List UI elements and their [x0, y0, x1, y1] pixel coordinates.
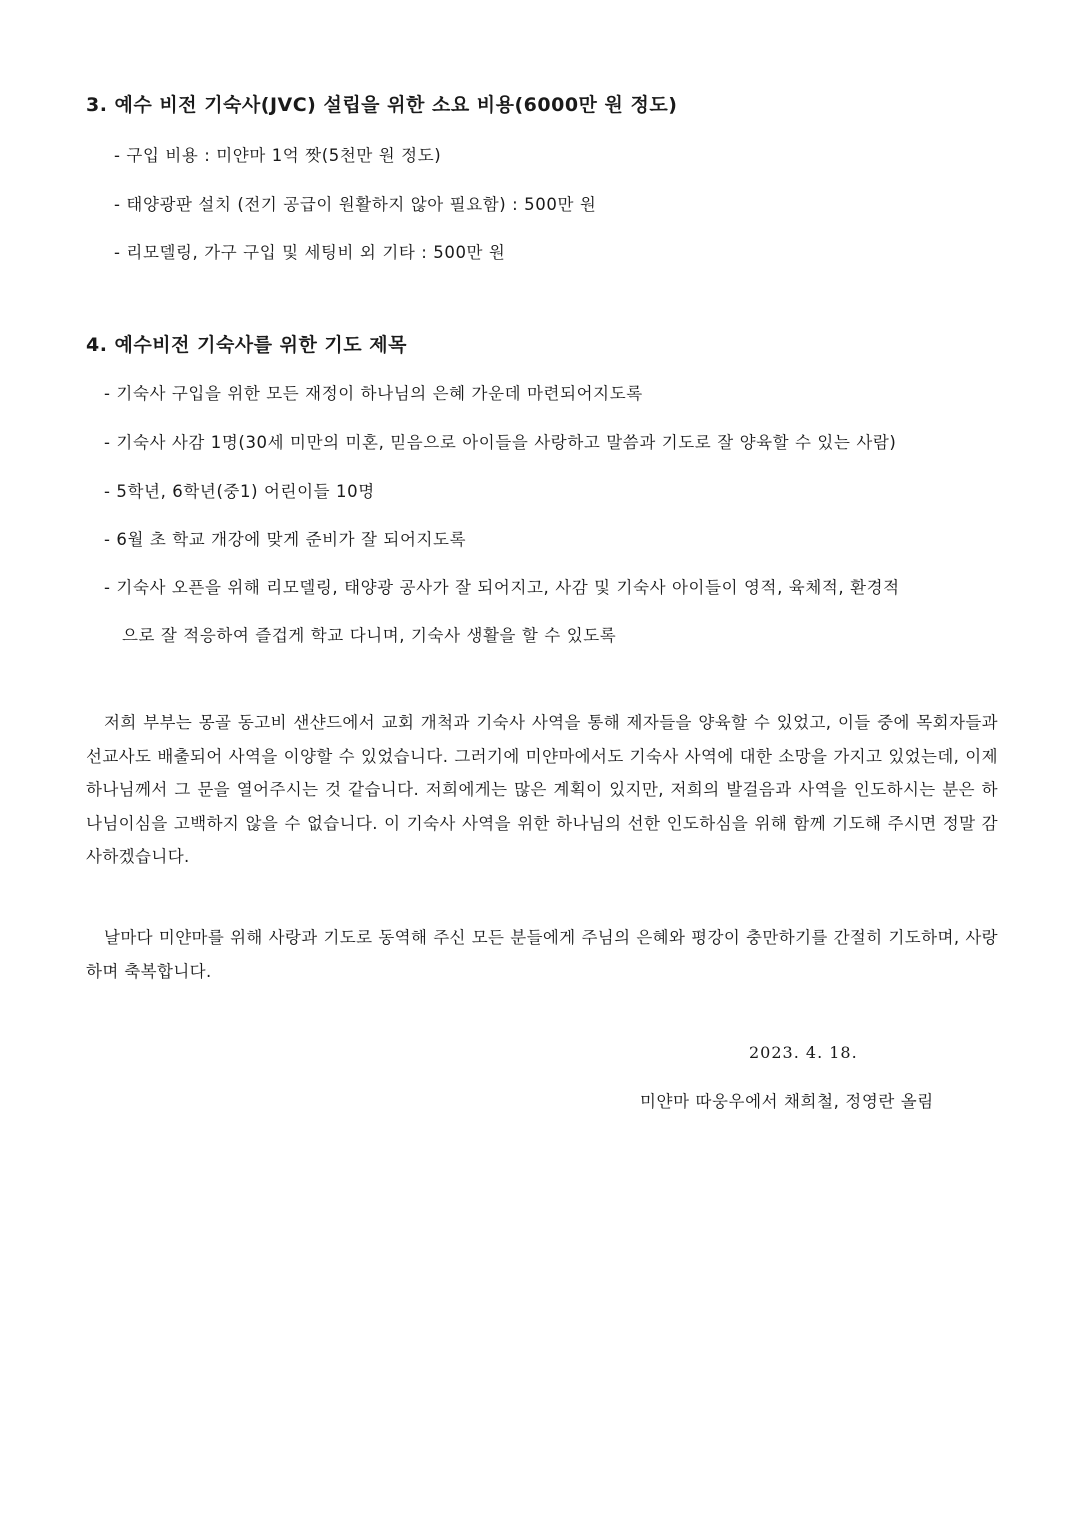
prayer-item-dormitory-opening-cont: 으로 잘 적응하여 즐겁게 학교 다니며, 기숙사 생활을 할 수 있도록	[122, 626, 617, 645]
prayer-item-dormitory-opening: - 기숙사 오픈을 위해 리모델링, 태양광 공사가 잘 되어지고, 사감 및 기숙사 아이들이 영적, 육체적, 환경적	[104, 578, 900, 597]
section-4-heading: 4. 예수비전 기숙사를 위한 기도 제목	[86, 334, 407, 356]
letter-signature: 미얀마 따웅우에서 채희철, 정영란 올림	[640, 1092, 934, 1111]
section-3-heading: 3. 예수 비전 기숙사(JVC) 설립을 위한 소요 비용(6000만 원 정도)	[86, 94, 678, 116]
body-paragraph-ministry: 저희 부부는 몽골 동고비 샌샨드에서 교회 개척과 기숙사 사역을 통해 제자들을 양육할 수 있었고, 이들 중에 목회자들과 선교사도 배출되어 사역을 이양할 수 있었습니다. 그러기에 미얀마에서도 기숙사 사역에 대한 소망을 가지고 있었는데, 이제 하나님께서 그 문을 열어주시는 것 같습니다. 저희에게는 많은 계획이 있지만, 저희의 발걸음과 사역을 인도하시는 분은 하나님이심을 고백하지 않을 수 없습니다. 이 기숙사 사역을 위한 하나님의 선한 인도하심을 위해 함께 기도해 주시면 정말 감사하겠습니다.	[86, 713, 998, 866]
prayer-item-school-opening: - 6월 초 학교 개강에 맞게 준비가 잘 되어지도록	[104, 530, 467, 549]
body-paragraph-blessing: 날마다 미얀마를 위해 사랑과 기도로 동역해 주신 모든 분들에게 주님의 은혜와 평강이 충만하기를 간절히 기도하며, 사랑하며 축복합니다.	[86, 928, 998, 981]
cost-item-solar: - 태양광판 설치 (전기 공급이 원활하지 않아 필요함) : 500만 원	[114, 195, 597, 214]
prayer-item-supervisor: - 기숙사 사감 1명(30세 미만의 미혼, 믿음으로 아이들을 사랑하고 말씀과 기도로 잘 양육할 수 있는 사람)	[104, 433, 897, 452]
cost-item-purchase: - 구입 비용 : 미얀마 1억 짯(5천만 원 정도)	[114, 146, 442, 165]
prayer-item-finance: - 기숙사 구입을 위한 모든 재정이 하나님의 은혜 가운데 마련되어지도록	[104, 384, 643, 403]
prayer-item-children: - 5학년, 6학년(중1) 어린이들 10명	[104, 482, 375, 501]
letter-date: 2023. 4. 18.	[749, 1043, 858, 1062]
cost-item-remodeling: - 리모델링, 가구 구입 및 세팅비 외 기타 : 500만 원	[114, 243, 506, 262]
